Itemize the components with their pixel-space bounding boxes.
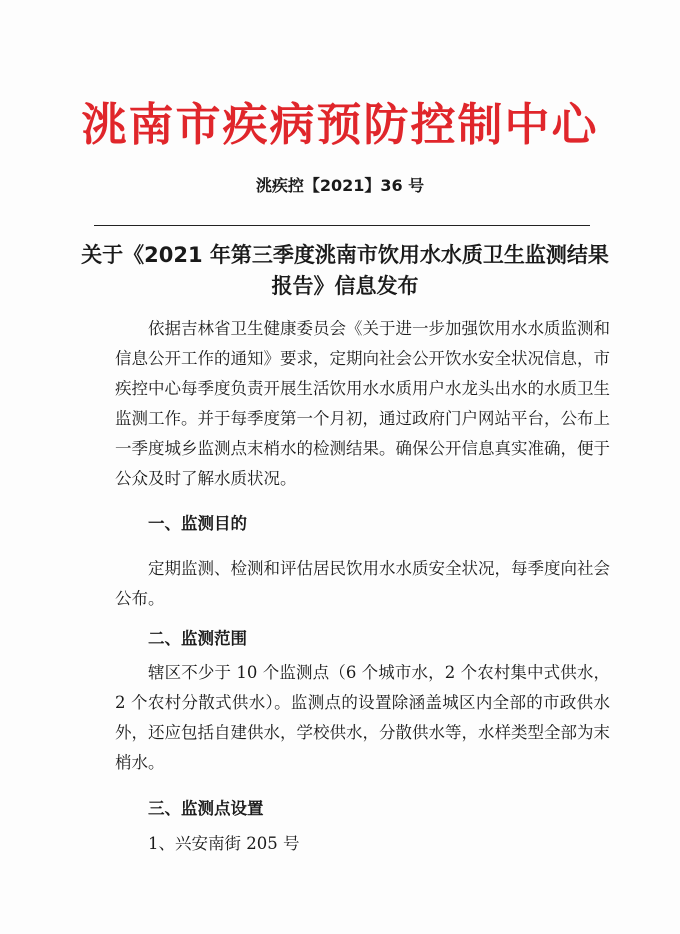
- section-text-purpose: 定期监测、检测和评估居民饮用水水质安全状况，每季度向社会公布。: [115, 559, 610, 608]
- intro-paragraph: 依据吉林省卫生健康委员会《关于进一步加强饮用水水质监测和信息公开工作的通知》要求，定期向社会公开饮水安全状况信息，市疾控中心每季度负责开展生活饮用水水质用户水龙头出水的水质卫生监测工作。并于每季度第一个月初，通过政府门户网站平台，公布上一季度城乡监测点末梢水的检测结果。确保公开信息真实准确，便于公众及时了解水质状况。: [115, 319, 610, 488]
- header-divider: [94, 225, 590, 226]
- section-text-scope: 辖区不少于 10 个监测点（6 个城市水，2 个农村集中式供水，2 个农村分散式供水）。监测点的设置除涵盖城区内全部的市政供水外，还应包括自建供水，学校供水，分散供水等，水样类型全部为末梢水。: [115, 663, 610, 772]
- section-heading-sites: 三、监测点设置: [148, 799, 264, 818]
- list-item: 1、兴安南街 205 号: [148, 834, 300, 853]
- section-heading-scope: 二、监测范围: [148, 629, 247, 648]
- organization-header: 洮南市疾病预防控制中心: [81, 98, 599, 151]
- section-heading-purpose: 一、监测目的: [148, 514, 247, 533]
- document-title: 关于《2021 年第三季度洮南市饮用水水质卫生监测结果报告》信息发布: [81, 243, 609, 298]
- document-number: 洮疾控【2021】36 号: [255, 176, 425, 195]
